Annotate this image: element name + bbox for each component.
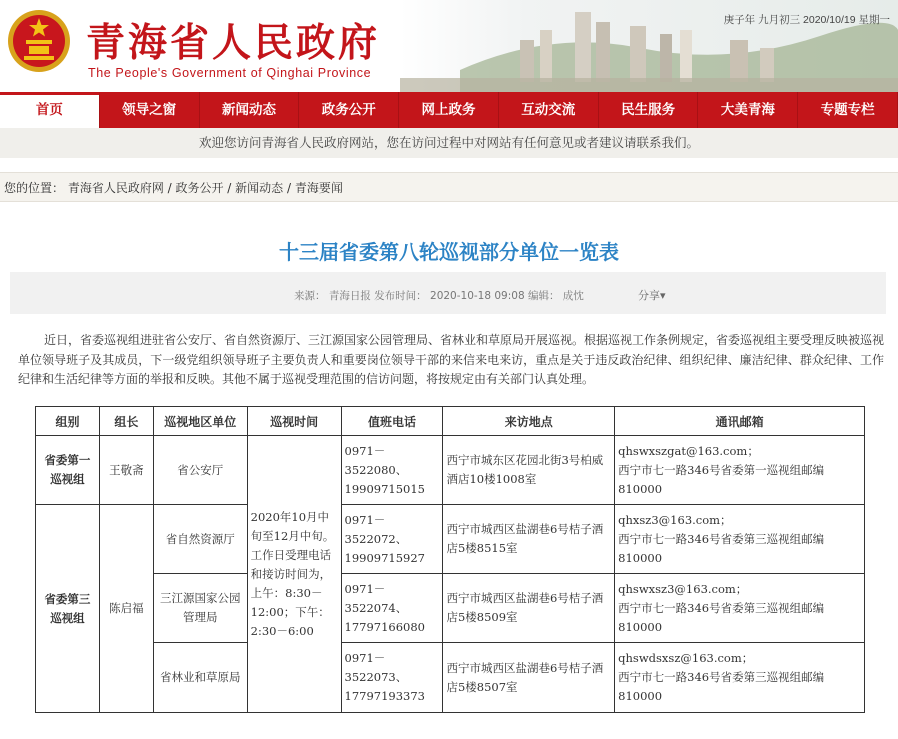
nav-interaction[interactable]: 互动交流 [499, 92, 599, 128]
site-title[interactable]: 青海省人民政府 [86, 20, 381, 66]
table-row [36, 574, 865, 643]
table-row [36, 436, 865, 505]
table-header: 组长 [99, 407, 153, 436]
nav-online-services[interactable]: 网上政务 [399, 92, 499, 128]
breadcrumb[interactable]: 您的位置： 青海省人民政府网 / 政务公开 / 新闻动态 / 青海要闻 [0, 172, 898, 202]
table-header: 通讯邮箱 [615, 407, 865, 436]
phone-cell: 0971－3522073、17797193373 [341, 643, 443, 713]
table-header: 巡视时间 [247, 407, 341, 436]
nav-special-topics[interactable]: 专题专栏 [798, 92, 898, 128]
address-cell: 西宁市城西区盐湖巷6号桔子酒店5楼8509室 [443, 574, 615, 643]
email-address: qhswdsxsz@163.com； [618, 651, 754, 665]
address-cell: 西宁市城西区盐湖巷6号桔子酒店5楼8515室 [443, 505, 615, 574]
address-cell: 西宁市城东区花园北街3号柏威酒店10楼1008室 [443, 436, 615, 505]
mail-address: 西宁市七一路346号省委第三巡视组邮编810000 [618, 531, 825, 565]
table-header: 巡视地区单位 [153, 407, 247, 436]
leader-cell: 陈启福 [99, 505, 153, 713]
inspection-table [35, 406, 865, 713]
nav-news[interactable]: 新闻动态 [200, 92, 300, 128]
table-row [36, 643, 865, 713]
article-body: 近日，省委巡视组进驻省公安厅、省自然资源厅、三江源国家公园管理局、省林业和草原局开展巡视。根据巡视工作条例规定，省委巡视组主要受理反映被巡视单位领导班子及其成员，下一级党组织领导班子主要负责人和重要岗位领导干部的来信来电来访，重点是关于违反政治纪律、组织纪律、廉洁纪律、群众纪律、工作纪律和生活纪律等方面的举报和反映。其他不属于巡视受理范围的信访问题，将按规定由有关部门认真处理。 [18, 333, 885, 386]
leader-cell: 王敬斋 [99, 436, 153, 505]
email-cell [615, 574, 865, 643]
email-cell [615, 505, 865, 574]
site-subtitle: The People's Government of Qinghai Province [88, 66, 372, 80]
site-header [0, 0, 898, 92]
phone-cell: 0971－3522080、19909715015 [341, 436, 443, 505]
phone-cell: 0971－3522074、17797166080 [341, 574, 443, 643]
group-cell: 省委第一巡视组 [36, 436, 100, 505]
table-header-row [36, 407, 865, 436]
phone-cell: 0971－3522072、19909715927 [341, 505, 443, 574]
article-source-info: 来源： 青海日报 发布时间： 2020-10-18 09:08 编辑： 成忱 [294, 290, 584, 302]
share-button[interactable]: 分享▾ [638, 289, 666, 302]
nav-leaders[interactable]: 领导之窗 [100, 92, 200, 128]
unit-cell: 省自然资源厅 [153, 505, 247, 574]
email-address: qhswxszgat@163.com； [618, 443, 759, 458]
unit-cell: 三江源国家公园管理局 [153, 574, 247, 643]
nav-beautiful-qinghai[interactable]: 大美青海 [698, 92, 798, 128]
time-cell: 2020年10月中旬至12月中旬。工作日受理电话和接访时间为，上午：8:30－12:00；下午：2:30－6:00 [247, 436, 341, 713]
welcome-banner: 欢迎您访问青海省人民政府网站，您在访问过程中对网站有任何意见或者建议请联系我们。 [0, 128, 898, 158]
main-nav [0, 92, 898, 128]
mail-address: 西宁市七一路346号省委第一巡视组邮编810000 [618, 462, 825, 496]
unit-cell: 省公安厅 [153, 436, 247, 505]
nav-gov-affairs[interactable]: 政务公开 [299, 92, 399, 128]
mail-address: 西宁市七一路346号省委第三巡视组邮编810000 [618, 600, 825, 634]
group-cell: 省委第三巡视组 [36, 505, 100, 713]
table-header: 组别 [36, 407, 100, 436]
article-meta [10, 272, 886, 314]
nav-home[interactable]: 首页 [0, 92, 100, 128]
nav-livelihood[interactable]: 民生服务 [599, 92, 699, 128]
email-address: qhswxsz3@163.com； [618, 581, 748, 596]
national-emblem-icon[interactable] [6, 8, 72, 74]
email-cell [615, 643, 865, 713]
unit-cell: 省林业和草原局 [153, 643, 247, 713]
page-title: 十三届省委第八轮巡视部分单位一览表 [279, 240, 619, 264]
mail-address: 西宁市七一路346号省委第三巡视组邮编810000 [618, 670, 825, 703]
table-header: 来访地点 [443, 407, 615, 436]
email-cell [615, 436, 865, 505]
table-header: 值班电话 [341, 407, 443, 436]
email-address: qhxsz3@163.com； [618, 512, 732, 527]
address-cell: 西宁市城西区盐湖巷6号桔子酒店5楼8507室 [443, 643, 615, 713]
table-row [36, 505, 865, 574]
current-date: 庚子年 九月初三 2020/10/19 星期一 [723, 14, 890, 26]
